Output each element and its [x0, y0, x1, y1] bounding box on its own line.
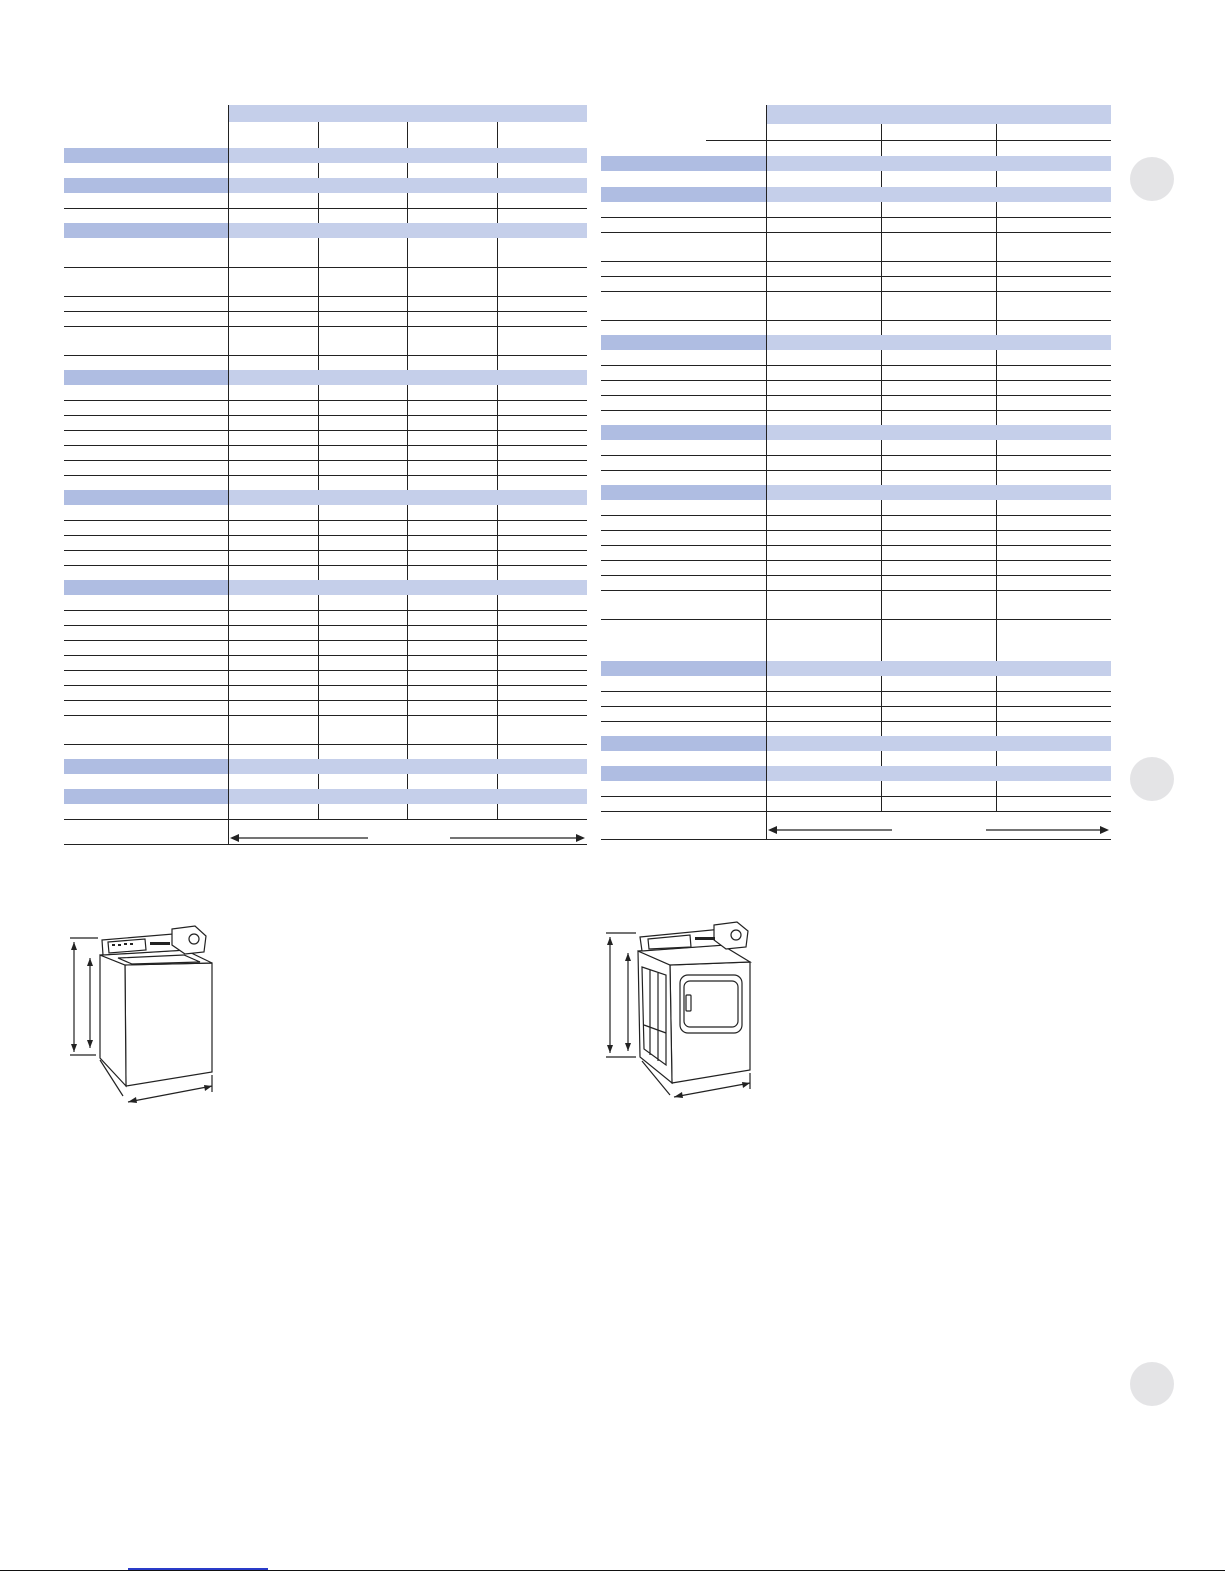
column-divider — [996, 365, 997, 380]
column-divider — [497, 475, 498, 490]
section-value-band — [228, 223, 587, 238]
column-divider — [497, 535, 498, 550]
column-divider — [881, 171, 882, 187]
column-divider — [497, 640, 498, 655]
column-divider — [996, 575, 997, 590]
section-label-band — [64, 759, 228, 774]
row-rule — [601, 232, 1111, 233]
section-header-row — [64, 789, 587, 804]
column-divider — [407, 400, 408, 415]
section-value-band — [228, 148, 587, 163]
column-divider — [881, 691, 882, 706]
row-rule — [64, 400, 587, 401]
row-rule — [64, 475, 587, 476]
column-divider — [407, 715, 408, 744]
column-divider — [318, 460, 319, 475]
column-divider — [407, 804, 408, 819]
section-label-band — [64, 580, 228, 595]
section-value-band — [766, 661, 1111, 676]
column-divider — [881, 545, 882, 560]
column-divider — [318, 505, 319, 520]
row-rule — [601, 619, 1111, 620]
section-value-band — [766, 187, 1111, 202]
column-divider — [497, 326, 498, 355]
row-rule — [601, 455, 1111, 456]
row-rule — [64, 550, 587, 551]
column-divider — [318, 715, 319, 744]
column-divider — [881, 350, 882, 365]
column-divider — [497, 415, 498, 430]
section-header-row — [64, 490, 587, 505]
column-divider — [407, 505, 408, 520]
column-divider — [407, 267, 408, 296]
column-divider — [996, 350, 997, 365]
column-divider — [881, 470, 882, 485]
column-divider — [881, 202, 882, 217]
washer-illustration — [60, 920, 230, 1110]
column-divider — [996, 500, 997, 515]
row-rule — [601, 291, 1111, 292]
row-rule — [601, 706, 1111, 707]
column-divider — [881, 395, 882, 410]
section-label-band — [601, 485, 766, 500]
column-divider — [996, 691, 997, 706]
section-value-band — [766, 335, 1111, 350]
span-arrow — [228, 831, 587, 845]
column-divider — [881, 232, 882, 261]
column-divider — [497, 400, 498, 415]
column-divider — [996, 560, 997, 575]
column-divider — [996, 590, 997, 619]
column-divider — [996, 202, 997, 217]
column-divider — [497, 625, 498, 640]
column-divider — [996, 721, 997, 736]
section-tab-circle-1[interactable] — [1130, 157, 1174, 201]
column-divider — [996, 676, 997, 691]
header-column-divider — [407, 122, 408, 148]
row-rule — [64, 311, 587, 312]
column-divider — [318, 385, 319, 400]
section-header-row — [601, 766, 1111, 781]
column-divider — [318, 208, 319, 223]
column-divider — [318, 238, 319, 267]
row-rule — [64, 685, 587, 686]
section-value-band — [766, 156, 1111, 171]
row-rule — [601, 691, 1111, 692]
column-divider — [407, 163, 408, 178]
column-divider — [497, 715, 498, 744]
washer-spec-table — [64, 105, 587, 845]
column-divider — [318, 267, 319, 296]
section-label-band — [601, 335, 766, 350]
section-header-row — [601, 736, 1111, 751]
column-divider — [318, 550, 319, 565]
column-divider — [407, 520, 408, 535]
column-divider — [996, 470, 997, 485]
column-divider — [407, 625, 408, 640]
column-divider — [497, 804, 498, 819]
column-divider — [996, 276, 997, 291]
row-rule — [601, 320, 1111, 321]
section-label-band — [601, 187, 766, 202]
section-label-band — [601, 661, 766, 676]
row-rule — [601, 721, 1111, 722]
row-rule — [601, 575, 1111, 576]
column-divider — [996, 217, 997, 232]
column-divider — [318, 625, 319, 640]
column-divider — [407, 640, 408, 655]
column-divider — [497, 430, 498, 445]
column-divider — [881, 455, 882, 470]
row-rule — [64, 819, 587, 820]
section-tab-circle-2[interactable] — [1130, 757, 1174, 801]
table-bottom-rule — [601, 839, 1111, 840]
section-header-row — [64, 148, 587, 163]
column-divider — [407, 655, 408, 670]
label-column-divider — [228, 105, 229, 845]
column-divider — [497, 520, 498, 535]
column-divider — [318, 193, 319, 208]
column-divider — [318, 804, 319, 819]
section-header-row — [64, 178, 587, 193]
column-divider — [881, 291, 882, 320]
section-header-row — [601, 335, 1111, 350]
column-divider — [497, 774, 498, 789]
row-rule — [64, 744, 587, 745]
column-divider — [318, 415, 319, 430]
dryer-spec-table — [601, 105, 1111, 840]
section-label-band — [64, 148, 228, 163]
column-divider — [318, 610, 319, 625]
column-divider — [407, 774, 408, 789]
column-divider — [497, 460, 498, 475]
section-header-row — [601, 187, 1111, 202]
row-rule — [64, 460, 587, 461]
row-rule — [64, 670, 587, 671]
row-rule — [64, 445, 587, 446]
column-divider — [996, 706, 997, 721]
column-divider — [318, 655, 319, 670]
column-divider — [996, 781, 997, 796]
section-header-row — [64, 370, 587, 385]
column-divider — [407, 355, 408, 370]
section-header-row — [601, 156, 1111, 171]
section-label-band — [64, 178, 228, 193]
column-divider — [996, 171, 997, 187]
column-divider — [881, 440, 882, 455]
section-value-band — [228, 789, 587, 804]
column-divider — [881, 276, 882, 291]
row-rule — [64, 565, 587, 566]
column-divider — [497, 238, 498, 267]
column-divider — [996, 440, 997, 455]
row-rule — [64, 520, 587, 521]
section-value-band — [766, 485, 1111, 500]
column-divider — [318, 774, 319, 789]
section-value-band — [766, 736, 1111, 751]
column-divider — [407, 238, 408, 267]
row-rule — [601, 276, 1111, 277]
row-rule — [601, 545, 1111, 546]
row-rule — [601, 530, 1111, 531]
column-divider — [996, 291, 997, 320]
row-rule — [64, 655, 587, 656]
section-label-band — [64, 370, 228, 385]
column-divider — [497, 296, 498, 311]
column-divider — [407, 311, 408, 326]
section-value-band — [228, 759, 587, 774]
row-rule — [64, 326, 587, 327]
column-divider — [497, 505, 498, 520]
column-divider — [407, 550, 408, 565]
column-divider — [996, 751, 997, 766]
column-divider — [407, 415, 408, 430]
header-column-divider — [996, 124, 997, 156]
column-divider — [407, 460, 408, 475]
column-divider — [407, 445, 408, 460]
column-divider — [407, 685, 408, 700]
column-divider — [996, 796, 997, 811]
column-divider — [881, 380, 882, 395]
column-divider — [407, 610, 408, 625]
section-label-band — [601, 736, 766, 751]
column-divider — [497, 685, 498, 700]
row-rule — [64, 355, 587, 356]
column-divider — [497, 595, 498, 610]
column-divider — [996, 619, 997, 661]
column-divider — [318, 311, 319, 326]
section-value-band — [228, 178, 587, 193]
column-divider — [497, 267, 498, 296]
column-divider — [407, 475, 408, 490]
column-divider — [996, 455, 997, 470]
column-divider — [996, 380, 997, 395]
section-header-row — [64, 223, 587, 238]
table-bottom-rule — [64, 844, 587, 845]
column-divider — [407, 208, 408, 223]
row-rule — [601, 515, 1111, 516]
column-divider — [318, 670, 319, 685]
row-rule — [601, 380, 1111, 381]
row-rule — [64, 296, 587, 297]
column-divider — [881, 676, 882, 691]
section-label-band — [64, 789, 228, 804]
section-value-band — [766, 766, 1111, 781]
column-divider — [996, 261, 997, 276]
section-header-row — [64, 580, 587, 595]
column-divider — [881, 410, 882, 425]
row-rule — [601, 365, 1111, 366]
column-divider — [407, 565, 408, 580]
column-divider — [497, 610, 498, 625]
row-rule — [601, 796, 1111, 797]
column-divider — [881, 751, 882, 766]
column-divider — [497, 385, 498, 400]
row-rule — [601, 560, 1111, 561]
column-divider — [881, 575, 882, 590]
column-divider — [497, 744, 498, 759]
column-divider — [318, 430, 319, 445]
column-divider — [881, 217, 882, 232]
column-divider — [497, 208, 498, 223]
column-divider — [407, 535, 408, 550]
section-label-band — [601, 425, 766, 440]
row-rule — [64, 700, 587, 701]
column-divider — [318, 535, 319, 550]
section-header-row — [601, 425, 1111, 440]
column-divider — [497, 193, 498, 208]
column-divider — [996, 320, 997, 335]
column-divider — [318, 475, 319, 490]
column-divider — [407, 670, 408, 685]
row-rule — [64, 415, 587, 416]
table-header-band — [766, 105, 1111, 124]
column-divider — [881, 560, 882, 575]
column-divider — [497, 565, 498, 580]
column-divider — [497, 670, 498, 685]
column-divider — [407, 430, 408, 445]
column-divider — [881, 781, 882, 796]
row-rule — [64, 640, 587, 641]
section-label-band — [601, 766, 766, 781]
row-rule — [601, 410, 1111, 411]
column-divider — [996, 530, 997, 545]
column-divider — [318, 565, 319, 580]
label-column-divider — [766, 105, 767, 840]
span-arrow — [766, 823, 1111, 837]
section-header-row — [601, 485, 1111, 500]
row-rule — [601, 811, 1111, 812]
column-divider — [318, 296, 319, 311]
row-rule — [601, 590, 1111, 591]
column-divider — [318, 640, 319, 655]
column-divider — [318, 685, 319, 700]
row-rule — [601, 395, 1111, 396]
section-label-band — [64, 490, 228, 505]
column-divider — [881, 706, 882, 721]
column-divider — [318, 326, 319, 355]
section-value-band — [228, 370, 587, 385]
column-divider — [407, 296, 408, 311]
column-divider — [407, 595, 408, 610]
column-divider — [881, 261, 882, 276]
column-divider — [407, 326, 408, 355]
column-divider — [996, 232, 997, 261]
column-divider — [407, 700, 408, 715]
column-divider — [497, 655, 498, 670]
column-divider — [407, 193, 408, 208]
header-column-divider — [881, 124, 882, 156]
section-tab-circle-3[interactable] — [1130, 1362, 1174, 1406]
column-divider — [881, 365, 882, 380]
column-divider — [996, 410, 997, 425]
column-divider — [881, 530, 882, 545]
column-divider — [881, 796, 882, 811]
row-rule — [601, 470, 1111, 471]
footer-rule — [0, 1570, 1225, 1571]
row-rule — [64, 535, 587, 536]
section-value-band — [228, 490, 587, 505]
column-divider — [497, 311, 498, 326]
row-rule — [64, 715, 587, 716]
column-divider — [407, 385, 408, 400]
column-divider — [881, 500, 882, 515]
row-rule — [64, 610, 587, 611]
column-divider — [318, 355, 319, 370]
section-value-band — [228, 580, 587, 595]
footer-link[interactable] — [128, 1568, 268, 1570]
row-rule — [601, 217, 1111, 218]
column-divider — [497, 163, 498, 178]
column-divider — [996, 545, 997, 560]
column-divider — [881, 515, 882, 530]
dryer-illustration — [600, 915, 770, 1105]
column-divider — [318, 520, 319, 535]
column-divider — [318, 445, 319, 460]
row-rule — [601, 261, 1111, 262]
section-header-row — [601, 661, 1111, 676]
column-divider — [881, 590, 882, 619]
column-divider — [407, 744, 408, 759]
column-divider — [318, 744, 319, 759]
column-divider — [996, 515, 997, 530]
column-divider — [881, 619, 882, 661]
section-value-band — [766, 425, 1111, 440]
column-divider — [881, 320, 882, 335]
column-divider — [497, 700, 498, 715]
section-label-band — [64, 223, 228, 238]
column-divider — [497, 550, 498, 565]
header-column-divider — [318, 122, 319, 148]
section-header-row — [64, 759, 587, 774]
column-divider — [497, 445, 498, 460]
column-divider — [881, 721, 882, 736]
column-divider — [318, 163, 319, 178]
row-rule — [64, 208, 587, 209]
row-rule — [64, 625, 587, 626]
header-column-divider — [497, 122, 498, 148]
row-rule — [64, 430, 587, 431]
column-divider — [318, 595, 319, 610]
column-divider — [318, 400, 319, 415]
row-rule — [64, 267, 587, 268]
column-divider — [996, 395, 997, 410]
column-divider — [318, 700, 319, 715]
column-divider — [497, 355, 498, 370]
table-header-band — [228, 105, 587, 122]
section-label-band — [601, 156, 766, 171]
